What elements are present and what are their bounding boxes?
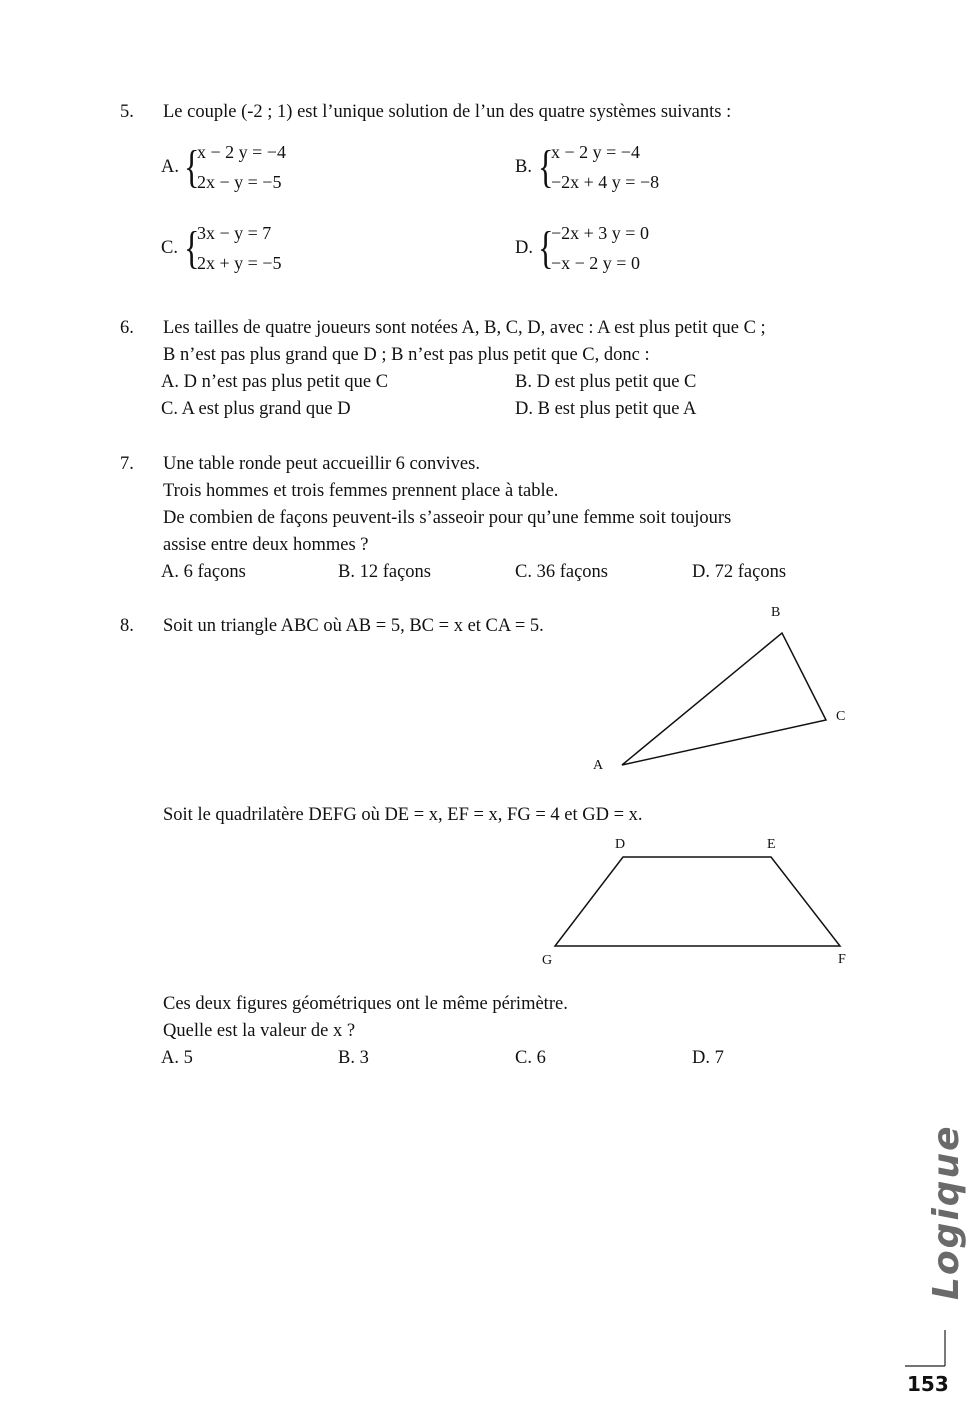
q5-text: Le couple (-2 ; 1) est l’unique solution de l’un des quatre systèmes suivants :	[163, 102, 732, 122]
q5-option-b-eq2: −2x + 4 y = −8	[551, 172, 660, 192]
q8-option-b: B. 3	[338, 1048, 369, 1068]
q7-number: 7.	[120, 454, 134, 474]
q5-option-a-label: A.	[161, 157, 179, 177]
brace-icon: {	[538, 141, 554, 192]
brace-icon: {	[184, 141, 200, 192]
q5-option-c	[161, 219, 461, 281]
q5-option-b	[515, 138, 815, 200]
q7-line2: Trois hommes et trois femmes prennent place à table.	[163, 481, 559, 501]
q8-triangle-text: Soit un triangle ABC où AB = 5, BC = x et CA = 5.	[163, 616, 544, 636]
page-number: 153	[907, 1372, 949, 1396]
q5-option-b-label: B.	[515, 157, 532, 177]
quad-label-d: D	[615, 837, 626, 852]
q5-option-c-label: C.	[161, 238, 178, 258]
triangle-figure	[560, 600, 880, 790]
triangle-label-b: B	[771, 605, 781, 620]
q8-line2: Quelle est la valeur de x ?	[163, 1021, 356, 1041]
q6-number: 6.	[120, 318, 134, 338]
quad-label-f: F	[838, 952, 846, 967]
q7-option-a: A. 6 façons	[161, 562, 246, 582]
q7-line1: Une table ronde peut accueillir 6 convives.	[163, 454, 480, 474]
q6-line2: B n’est pas plus grand que D ; B n’est pas plus petit que C, donc :	[163, 345, 650, 365]
triangle-label-a: A	[593, 758, 604, 773]
q7-line4: assise entre deux hommes ?	[163, 535, 369, 555]
q7-option-d: D. 72 façons	[692, 562, 787, 582]
q6-option-b: B. D est plus petit que C	[515, 372, 697, 392]
q5-option-a	[161, 138, 461, 200]
q5-number: 5.	[120, 102, 134, 122]
section-title: Logique	[926, 1124, 967, 1300]
q8-option-c: C. 6	[515, 1048, 546, 1068]
quad-label-g: G	[542, 953, 553, 968]
brace-icon: {	[184, 222, 200, 273]
quadrilateral-figure	[540, 840, 860, 960]
q7-line3: De combien de façons peuvent-ils s’asseoir pour qu’une femme soit toujours	[163, 508, 732, 528]
q5-option-d-eq1: −2x + 3 y = 0	[551, 223, 649, 243]
triangle-label-c: C	[836, 709, 846, 724]
q8-quad-text: Soit le quadrilatère DEFG où DE = x, EF = x, FG = 4 et GD = x.	[163, 805, 643, 825]
quadrilateral-defg	[555, 857, 840, 946]
q6-option-a: A. D n’est pas plus petit que C	[161, 372, 389, 392]
page-corner-rule	[905, 1330, 955, 1370]
q8-line1: Ces deux figures géométriques ont le même périmètre.	[163, 994, 568, 1014]
q8-option-d: D. 7	[692, 1048, 724, 1068]
q5-option-a-eq2: 2x − y = −5	[197, 172, 282, 192]
q5-option-c-eq2: 2x + y = −5	[197, 253, 282, 273]
quad-label-e: E	[767, 837, 776, 852]
q5-option-d	[515, 219, 815, 281]
q6-line1: Les tailles de quatre joueurs sont notées A, B, C, D, avec : A est plus petit que C ;	[163, 318, 766, 338]
q5-option-b-eq1: x − 2 y = −4	[551, 142, 640, 162]
q6-option-d: D. B est plus petit que A	[515, 399, 697, 419]
brace-icon: {	[538, 222, 554, 273]
triangle-abc	[622, 633, 826, 765]
q5-option-c-eq1: 3x − y = 7	[197, 223, 272, 243]
q8-number: 8.	[120, 616, 134, 636]
q8-option-a: A. 5	[161, 1048, 193, 1068]
q5-option-a-eq1: x − 2 y = −4	[197, 142, 286, 162]
q5-option-d-eq2: −x − 2 y = 0	[551, 253, 640, 273]
q7-option-b: B. 12 façons	[338, 562, 431, 582]
q5-option-d-label: D.	[515, 238, 533, 258]
q7-option-c: C. 36 façons	[515, 562, 608, 582]
q6-option-c: C. A est plus grand que D	[161, 399, 351, 419]
